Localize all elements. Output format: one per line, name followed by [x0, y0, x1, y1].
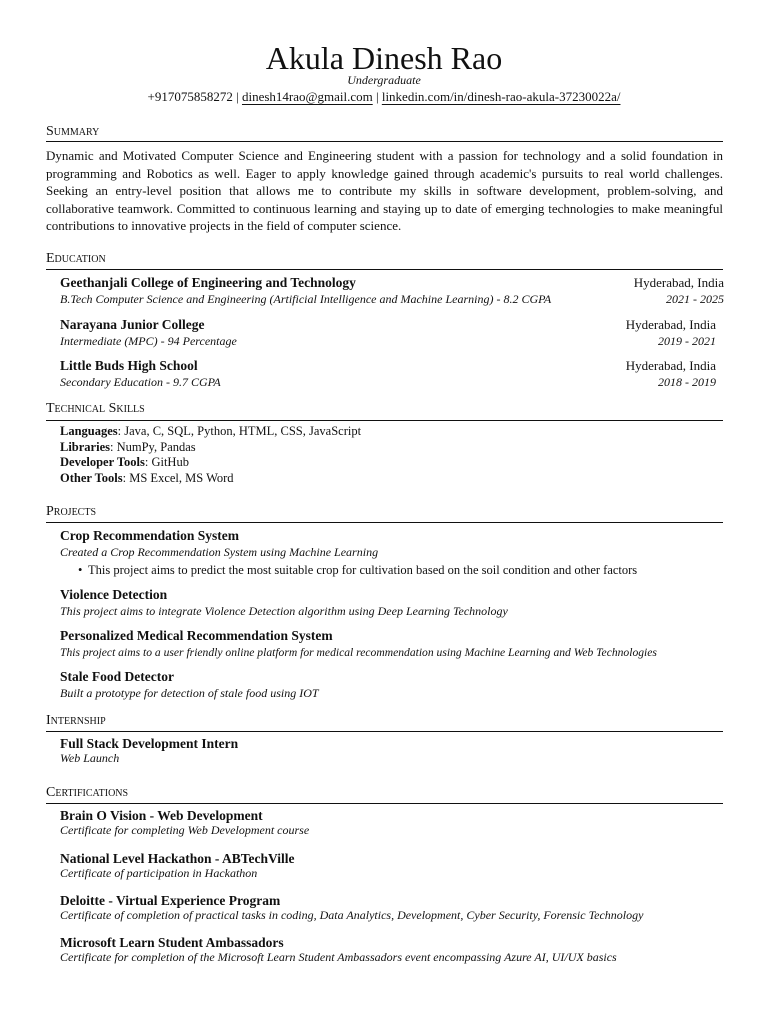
resume-name: Akula Dinesh Rao — [265, 40, 503, 76]
education-school: Narayana Junior College — [60, 317, 205, 332]
education-degree: B.Tech Computer Science and Engineering (Artificial Intelligence and Machine Learning) - 8.2 CGPA — [60, 292, 552, 306]
education-location: Hyderabad, India — [625, 358, 716, 373]
skill-row — [60, 440, 196, 456]
skill-value: : Java, C, SQL, Python, HTML, CSS, JavaScript — [117, 424, 362, 438]
education-degree: Intermediate (MPC) - 94 Percentage — [60, 334, 237, 348]
certification-description: Certificate of participation in Hackathon — [60, 866, 258, 880]
certification-title: Brain O Vision - Web Development — [60, 808, 263, 823]
skill-value: : MS Excel, MS Word — [122, 471, 234, 485]
section-heading-certifications: Certifications — [46, 785, 129, 800]
project-title: Violence Detection — [60, 587, 168, 602]
contact-separator: | — [375, 89, 379, 104]
phone-number: +917075858272 — [147, 89, 233, 104]
email-link[interactable]: dinesh14rao@gmail.com — [241, 89, 373, 104]
project-description: Built a prototype for detection of stale food using IOT — [60, 686, 319, 700]
skill-row — [60, 471, 234, 487]
education-dates: 2018 - 2019 — [658, 375, 716, 389]
linkedin-link[interactable]: linkedin.com/in/dinesh-rao-akula-37230022a/ — [381, 89, 621, 104]
certification-title: Deloitte - Virtual Experience Program — [60, 893, 281, 908]
section-heading-internship: Internship — [46, 713, 106, 728]
education-location: Hyderabad, India — [633, 275, 724, 290]
skill-value: : NumPy, Pandas — [110, 440, 196, 454]
summary-text: Dynamic and Motivated Computer Science and Engineering student with a passion for technology and a solid foundation in programming and Robotics as well. Eager to apply knowledge gained through academic's pursuits to real world challenges. Seeking an entry-level position that allows me to contribute my skills in software development, problem-solving, and collaborative teamwork. Committed to continuous learning and staying up to date of emerging technologies to make meaningful contributions to innovative projects in the field of computer science. — [46, 148, 723, 234]
section-heading-summary: Summary — [46, 124, 100, 139]
contact-separator: | — [236, 89, 239, 104]
section-rule — [46, 141, 723, 142]
internship-title: Full Stack Development Intern — [60, 736, 239, 751]
project-description: This project aims to a user friendly online platform for medical recommendation using Machine Learning and Web Technologies — [60, 646, 657, 659]
project-title: Personalized Medical Recommendation System — [60, 628, 333, 643]
section-rule — [46, 803, 723, 804]
resume-subtitle: Undergraduate — [347, 73, 421, 87]
education-dates: 2019 - 2021 — [658, 334, 716, 348]
education-degree: Secondary Education - 9.7 CGPA — [60, 375, 221, 389]
skill-label: Developer Tools — [60, 455, 145, 469]
section-heading-skills: Technical Skills — [46, 401, 145, 416]
section-rule — [46, 420, 723, 421]
bullet-icon: • — [78, 563, 83, 577]
section-rule — [46, 731, 723, 732]
certification-description: Certificate of completion of practical tasks in coding, Data Analytics, Development, Cyber Security, Forensic Technology — [60, 908, 644, 922]
section-rule — [46, 269, 723, 270]
project-title: Stale Food Detector — [60, 669, 174, 684]
skill-label: Languages — [60, 424, 118, 438]
certification-description: Certificate for completing Web Development course — [60, 823, 310, 837]
certification-description: Certificate for completion of the Microsoft Learn Student Ambassadors event encompassing Azure AI, UI/UX basics — [60, 950, 617, 964]
skill-row — [60, 424, 361, 440]
section-rule — [46, 522, 723, 523]
project-bullet — [78, 563, 637, 578]
project-bullet-text: This project aims to predict the most suitable crop for cultivation based on the soil condition and other factors — [88, 563, 638, 577]
project-title: Crop Recommendation System — [60, 528, 239, 543]
project-description: Created a Crop Recommendation System using Machine Learning — [60, 545, 379, 559]
skill-row — [60, 455, 189, 471]
contact-line — [0, 88, 768, 105]
education-school: Little Buds High School — [60, 358, 198, 373]
education-location: Hyderabad, India — [625, 317, 716, 332]
section-heading-projects: Projects — [46, 504, 97, 519]
skill-label: Libraries — [60, 440, 110, 454]
section-heading-education: Education — [46, 251, 106, 266]
skill-value: : GitHub — [144, 455, 189, 469]
project-description: This project aims to integrate Violence Detection algorithm using Deep Learning Technology — [60, 604, 508, 618]
skill-label: Other Tools — [60, 471, 123, 485]
certification-title: National Level Hackathon - ABTechVille — [60, 851, 295, 866]
education-dates: 2021 - 2025 — [666, 292, 724, 306]
internship-company: Web Launch — [60, 751, 120, 765]
certification-title: Microsoft Learn Student Ambassadors — [60, 935, 284, 950]
education-school: Geethanjali College of Engineering and Technology — [60, 275, 356, 290]
